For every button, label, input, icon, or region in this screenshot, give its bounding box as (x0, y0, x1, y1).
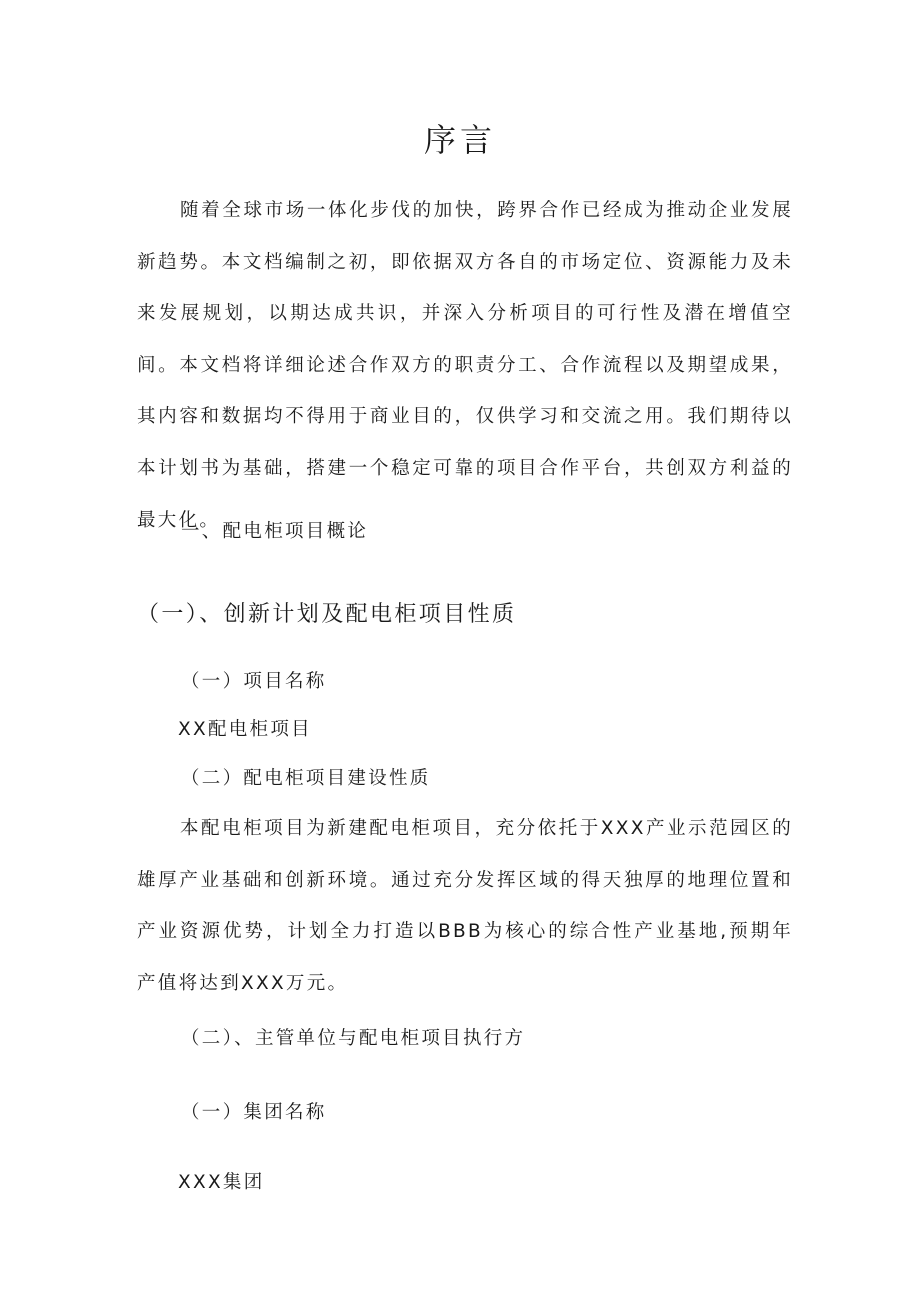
nature-paragraph: 本配电柜项目为新建配电柜项目，充分依托于XXX产业示范园区的雄厚产业基础和创新环境。通过充分发挥区域的得天独厚的地理位置和产业资源优势，计划全力打造以BBB为核心的综合性产业基地,预期年产值将达到XXX万元。 (137, 818, 793, 994)
preface-paragraph: 随着全球市场一体化步伐的加快，跨界合作已经成为推动企业发展新趋势。本文档编制之初，即依据双方各自的市场定位、资源能力及未来发展规划，以期达成共识，并深入分析项目的可行性及潜在增值空间。本文档将详细论述合作双方的职责分工、合作流程以及期望成果，其内容和数据均不得用于商业目的，仅供学习和交流之用。我们期待以本计划书为基础，搭建一个稳定可靠的项目合作平台，共创双方利益的最大化。 (137, 200, 793, 531)
chapter-heading: 一、配电柜项目概论 (181, 521, 369, 542)
section-heading-1: （一）、创新计划及配电柜项目性质 (137, 602, 517, 627)
page-title: 序言 (423, 121, 496, 159)
subsection-heading-group-name: （一）集团名称 (181, 1102, 327, 1123)
subsection-heading-nature: （二）配电柜项目建设性质 (181, 768, 431, 789)
subsection-heading-project-name: （一）项目名称 (181, 671, 327, 692)
group-name-value: XXX集团 (178, 1172, 265, 1193)
project-name-value: XX配电柜项目 (178, 719, 312, 740)
section-heading-2: （二）、主管单位与配电柜项目执行方 (181, 1028, 526, 1049)
